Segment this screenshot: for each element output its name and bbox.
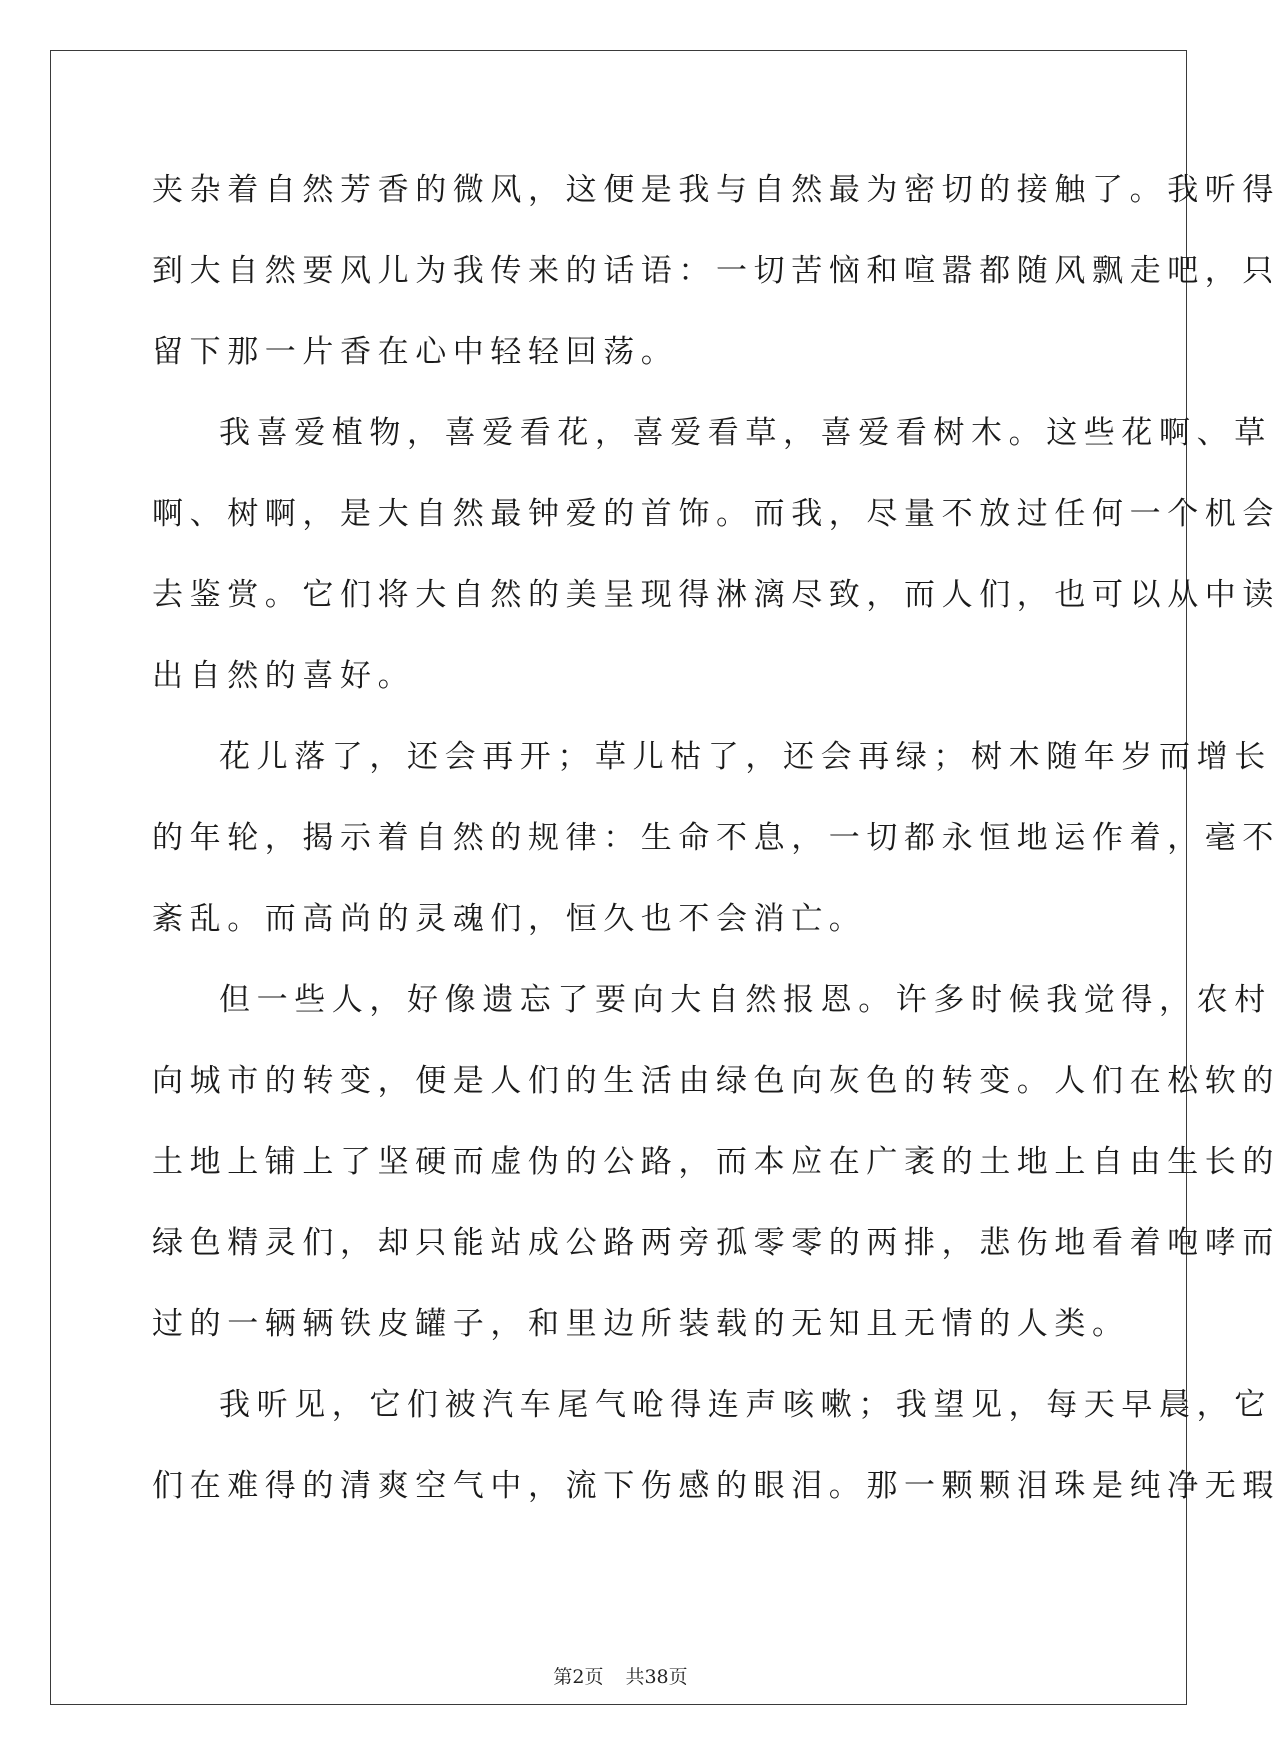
paragraph-start-line: 我喜爱植物，喜爱看花，喜爱看草，喜爱看树木。这些花啊、草 (219, 415, 1272, 451)
text-line: 过的一辆辆铁皮罐子，和里边所装载的无知且无情的人类。 (152, 1306, 1130, 1342)
paragraph-start-line: 花儿落了，还会再开；草儿枯了，还会再绿；树木随年岁而增长 (219, 739, 1272, 775)
text-line: 们在难得的清爽空气中，流下伤感的眼泪。那一颗颗泪珠是纯净无瑕 (152, 1468, 1280, 1504)
paragraph-start-line: 我听见，它们被汽车尾气呛得连声咳嗽；我望见，每天早晨，它 (219, 1387, 1272, 1423)
text-line: 夹杂着自然芳香的微风，这便是我与自然最为密切的接触了。我听得 (152, 172, 1280, 208)
document-body (152, 150, 1280, 1527)
text-line: 去鉴赏。它们将大自然的美呈现得淋漓尽致，而人们，也可以从中读 (152, 577, 1280, 613)
paragraph-start-line: 但一些人，好像遗忘了要向大自然报恩。许多时候我觉得，农村 (219, 982, 1272, 1018)
text-line: 紊乱。而高尚的灵魂们，恒久也不会消亡。 (152, 901, 867, 937)
text-line: 的年轮，揭示着自然的规律：生命不息，一切都永恒地运作着，毫不 (152, 820, 1280, 856)
text-line: 绿色精灵们，却只能站成公路两旁孤零零的两排，悲伤地看着咆哮而 (152, 1225, 1280, 1261)
page-total: 共38页 (625, 1666, 688, 1688)
page-number: 第2页 (553, 1666, 604, 1688)
page-footer (0, 1665, 1241, 1689)
text-line: 留下那一片香在心中轻轻回荡。 (152, 334, 679, 370)
text-line: 出自然的喜好。 (152, 658, 416, 694)
text-line: 向城市的转变，便是人们的生活由绿色向灰色的转变。人们在松软的 (152, 1063, 1280, 1099)
text-line: 土地上铺上了坚硬而虚伪的公路，而本应在广袤的土地上自由生长的 (152, 1144, 1280, 1180)
text-line: 啊、树啊，是大自然最钟爱的首饰。而我，尽量不放过任何一个机会 (152, 496, 1280, 532)
text-line: 到大自然要风儿为我传来的话语：一切苦恼和喧嚣都随风飘走吧，只 (152, 253, 1280, 289)
